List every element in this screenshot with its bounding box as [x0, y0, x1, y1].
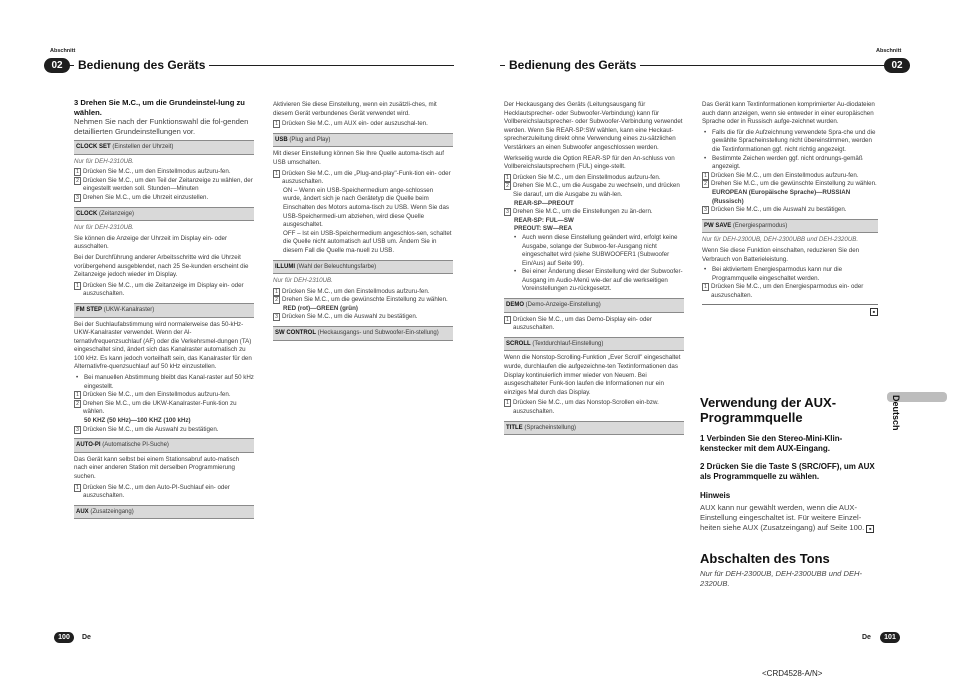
illumi-step-2: 2 Drehen Sie M.C., um die gewünschte Einstellung zu wählen.	[273, 296, 453, 305]
scroll-step: 1 Drücken Sie M.C., um das Nonstop-Scrollen ein-bzw. auszuschalten.	[504, 399, 684, 416]
scroll-text: Wenn die Nonstop-Scrolling-Funktion „Ever Scroll" eingeschaltet wurde, durchlaufen die aufgezeichne-ten Textinformationen das Display kontinuierlich immer wieder von Neuem. Bei ausgeschalteter Funk-tion laufen die Informationen nur ein einziges Mal durch das Display.	[504, 354, 681, 396]
fm-step-text: Bei der Suchlaufabstimmung wird normalerweise das 50-kHz-UKW-Kanalraster verwendet. Wenn der Al-ternativfrequenzsuchlauf (AF) oder die Verkehrsmel-dungen (TA) eingeschaltet sind, ändert sich das Kanalraster automatisch zu 100 kHz. Es kann jedoch vorteilhaft sein, das Kanalraster für den Alternativfre-quenzsuchlauf auf 50 kHz einzustellen.	[74, 320, 252, 371]
lang-left: De	[82, 634, 91, 641]
fm-step-step-2: 2 Drehen Sie M.C., um die UKW-Kanalraster-Funk-tion zu wählen.	[74, 400, 254, 417]
usb-off: OFF – Ist ein USB-Speichermedium angeschlos-sen, schaltet die Quelle nicht automatisch auf USB um. Ändern Sie in diesem Fall die Quelle ma-nuell zu USB.	[283, 229, 452, 254]
illumi-options: RED (rot)—GREEN (grün)	[283, 304, 358, 312]
fm-step-options: 50 KHZ (50 kHz)—100 KHZ (100 kHz)	[84, 417, 191, 425]
section-label-right: Abschnitt	[876, 48, 902, 54]
illumi-model: Nur für DEH-2310UB.	[273, 277, 333, 285]
illumi-step-1: 1 Drücken Sie M.C., um den Einstellmodus aufzuru-fen.	[273, 288, 453, 297]
clock-header: CLOCK (Zeitanzeige)	[74, 207, 254, 222]
fm-step-bullet: • Bei manuellen Abstimmung bleibt das Kanal-raster auf 50 kHz eingestellt.	[76, 374, 254, 390]
auto-pi-step: 1 Drücken Sie M.C., um den Auto-PI-Suchlauf ein- oder auszuschalten.	[74, 484, 254, 501]
auto-pi-text: Das Gerät kann selbst bei einem Stationsabruf auto-matisch nach einer anderen Station mit derselben Programmierung suchen.	[74, 455, 240, 480]
end-mark-1: ■	[702, 304, 878, 317]
title-bullet-2: • Bestimmte Zeichen werden ggf. nicht ordnungs-gemäß angezeigt.	[704, 154, 863, 171]
fm-step-header: FM STEP (UKW-Kanalraster)	[74, 303, 254, 318]
fm-step-step-3: 3 Drücken Sie M.C., um die Auswahl zu bestätigen.	[74, 426, 254, 435]
clock-set-step-1: 1 Drücken Sie M.C., um den Einstellmodus aufzuru-fen.	[74, 168, 254, 177]
aux-header: AUX (Zusatzeingang)	[74, 505, 254, 520]
hint-title: Hinweis	[700, 491, 731, 500]
chapter-number-left: 02	[44, 58, 70, 73]
scroll-header: SCROLL (Textdurchlauf-Einstellung)	[504, 337, 684, 352]
side-tab-label: Deutsch	[891, 395, 901, 431]
aux-section	[700, 395, 880, 589]
usb-step: 1 Drücken Sie M.C., um die „Plug-and-play"-Funk-tion ein- oder auszuschalten.	[273, 170, 453, 187]
auto-pi-header: AUTO-PI (Automatische PI-Suche)	[74, 438, 254, 453]
fm-step-step-1: 1 Drücken Sie M.C., um den Einstellmodus aufzuru-fen.	[74, 391, 254, 400]
aux-step-2: 2 Drücken Sie die Taste S (SRC/OFF), um AUX als Programmquelle zu wählen.	[700, 462, 875, 481]
pw-save-bullet: • Bei aktiviertem Energiesparmodus kann nur die Programmquelle eingeschaltet werden.	[704, 266, 843, 282]
sw-option-3: PREOUT: SW—REA	[514, 225, 573, 233]
title-step-2: 2 Drehen Sie M.C., um die gewünschte Einstellung zu wählen.	[702, 180, 878, 189]
title-text: Das Gerät kann Textinformationen komprimierter Au-diodateien auch dann anzeigen, wenn sie entweder in einer europäischen Sprache oder in Russisch aufge-zeichnet wurden.	[702, 101, 875, 126]
chapter-title-left: Bedienung des Geräts	[74, 59, 209, 72]
pw-save-header: PW SAVE (Energiesparmodus)	[702, 219, 878, 234]
usb-on: ON – Wenn ein USB-Speichermedium ange-schlossen wurde, ändert sich je nach Gerätetyp die Quelle beim Einschalten des Motors automa-tisch zu USB. Wenn Sie das USB-Speichermedi-um abziehen, wird diese Quelle ausgeschaltet.	[283, 186, 449, 229]
clock-set-model: Nur für DEH-2310UB.	[74, 157, 134, 165]
sw-text-1: Der Heckausgang des Geräts (Leitungsausgang für Hecklautsprecher- oder Subwoofer-Verbindung) kann für Vollbereichslautsprecher- oder Subwoofer-Verbindung verwendet werden. Wenn Sie REAR-SP:SW wählen, kann eine Heckaut-sprecherzuleitung direkt ohne Verwendung eines zu-sätzlichen Verstärkers an einen Subwoofer angeschlossen werden.	[504, 101, 683, 151]
title-options: EUROPEAN (Europäische Sprache)—RUSSIAN (Russisch)	[712, 188, 851, 205]
pw-save-step: 1 Drücken Sie M.C., um den Energiesparmodus ein- oder auszuschalten.	[702, 283, 878, 300]
pw-save-model: Nur für DEH-2300UB, DEH-2300UBB und DEH-2320UB.	[702, 236, 859, 244]
sw-option-2: REAR-SP: FUL—SW	[514, 216, 574, 224]
chapter-number-right: 02	[884, 58, 910, 73]
aux-step-1: 1 Verbinden Sie den Stereo-Mini-Klin-kenstecker mit dem AUX-Eingang.	[700, 434, 843, 453]
column-4	[702, 101, 878, 317]
sw-text-2: Werkseitig wurde die Option REAR-SP für den An-schluss von Vollbereichslautsprechern (FUL) einge-stellt.	[504, 154, 675, 171]
sw-control-header: SW CONTROL (Heckausgangs- und Subwoofer-Ein-stellung)	[273, 326, 453, 341]
sw-step-3: 3 Drehen Sie M.C., um die Einstellungen zu än-dern.	[504, 208, 684, 217]
page-number-left: 100	[54, 632, 74, 643]
clock-set-step-2: 2 Drücken Sie M.C., um den Teil der Zeitanzeige zu wählen, der eingestellt werden soll. Stunden—Minuten	[74, 177, 254, 194]
mute-heading: Abschalten des Tons	[700, 551, 830, 566]
lang-right: De	[862, 634, 871, 641]
column-3	[504, 101, 684, 438]
illumi-header: ILLUMI (Wahl der Beleuchtungsfarbe)	[273, 260, 453, 275]
clock-set-step-3: 3 Drehen Sie M.C., um die Uhrzeit einzustellen.	[74, 194, 254, 203]
aux-heading: Verwendung der AUX-Programmquelle	[700, 395, 837, 425]
clock-step: 1 Drücken Sie M.C., um die Zeitanzeige im Display ein- oder auszuschalten.	[74, 282, 254, 299]
usb-text: Mit dieser Einstellung können Sie Ihre Quelle automa-tisch auf USB umschalten.	[273, 150, 444, 166]
title-step-1: 1 Drücken Sie M.C., um den Einstellmodus aufzuru-fen.	[702, 172, 878, 181]
title-step-3: 3 Drücken Sie M.C., um die Auswahl zu bestätigen.	[702, 206, 878, 215]
column-1	[74, 98, 254, 522]
title-bullet-1: • Falls die für die Aufzeichnung verwendete Spra-che und die gewählte Spracheinstellung nicht übereinstimmen, werden die Textinformationen ggf. nicht richtig angezeigt.	[704, 128, 876, 153]
demo-header: DEMO (Demo-Anzeige-Einstellung)	[504, 298, 684, 313]
sw-bullet-2: • Bei einer Änderung dieser Einstellung wird der Subwoofer-Ausgang im Audio-Menü wie-der auf die werkseitigen Voreinstellungen zu-rückgesetzt.	[514, 268, 683, 293]
sw-bullet-1: • Auch wenn diese Einstellung geändert wird, erfolgt keine Ausgabe, solange der Subwoo-fer-Ausgang nicht eingeschaltet wird (siehe SUBWOOFER1 (Subwoofer Ein/Aus) auf Seite 99).	[514, 233, 678, 267]
step3-title: 3 Drehen Sie M.C., um die Grundeinstel-lung zu wählen.	[74, 98, 245, 117]
illumi-step-3: 3 Drücken Sie M.C., um die Auswahl zu bestätigen.	[273, 313, 453, 322]
aux-text: Aktivieren Sie diese Einstellung, wenn ein zusätzli-ches, mit diesem Gerät verbundenes Gerät verwendet wird.	[273, 101, 437, 117]
section-label-left: Abschnitt	[50, 48, 76, 54]
clock-model: Nur für DEH-2310UB.	[74, 224, 134, 232]
sw-step-2: 2 Drehen Sie M.C., um die Ausgabe zu wechseln, und drücken Sie darauf, um die Ausgabe zu wäh-len.	[504, 182, 684, 199]
hint-text: AUX kann nur gewählt werden, wenn die AUX-Einstellung eingeschaltet ist. Für weitere Einzel-heiten siehe AUX (Zusatzeingang) auf Seite 100. ■	[700, 503, 880, 533]
page-number-right: 101	[880, 632, 900, 643]
chapter-title-right: Bedienung des Geräts	[505, 59, 640, 72]
clock-text-2: Bei der Durchführung anderer Arbeitsschritte wird die Uhrzeit vorübergehend ausgeblendet, nach 25 Se-kunden erscheint die Zeitanzeige jedoch wieder im Display.	[74, 253, 249, 279]
clock-text: Sie können die Anzeige der Uhrzeit im Display ein- oder ausschalten.	[74, 234, 228, 251]
sw-option-1: REAR-SP—PREOUT	[514, 199, 574, 207]
pw-save-text: Wenn Sie diese Funktion einschalten, reduzieren Sie den Verbrauch von Batterieleistung.	[702, 246, 860, 263]
title-header: TITLE (Spracheinstellung)	[504, 421, 684, 436]
clock-set-header: CLOCK SET (Einstellen der Uhrzeit)	[74, 140, 254, 155]
step3-body: Nehmen Sie nach der Funktionswahl die fol-genden detaillierten Grundeinstellungen vor.	[74, 117, 249, 136]
usb-header: USB (Plug and Play)	[273, 133, 453, 148]
sw-step-1: 1 Drücken Sie M.C., um den Einstellmodus aufzuru-fen.	[504, 174, 684, 183]
aux-step: 1 Drücken Sie M.C., um AUX ein- oder auszuschal-ten.	[273, 120, 453, 129]
mute-model: Nur für DEH-2300UB, DEH-2300UBB und DEH-2320UB.	[700, 569, 863, 588]
doc-code: <CRD4528-A/N>	[762, 669, 823, 678]
column-2	[273, 101, 453, 344]
demo-step: 1 Drücken Sie M.C., um das Demo-Display ein- oder auszuschalten.	[504, 316, 684, 333]
